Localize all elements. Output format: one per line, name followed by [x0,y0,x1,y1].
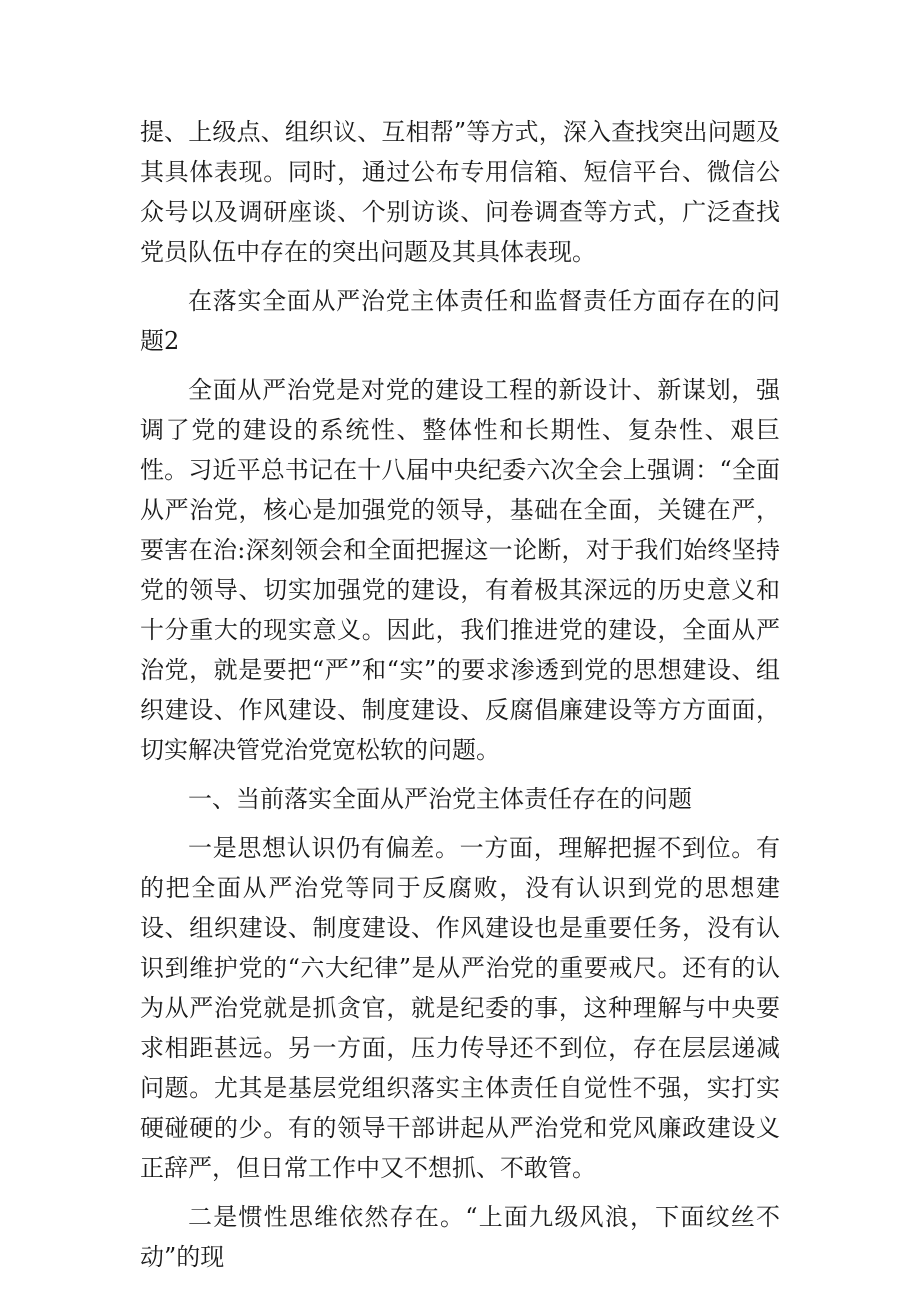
document-body [140,112,780,1286]
intro-paragraph: 全面从严治党是对党的建设工程的新设计、新谋划，强调了党的建设的系统性、整体性和长期性、复杂性、艰巨性。习近平总书记在十八届中央纪委六次全会上强调：“全面从严治党，核心是加强党的领导，基础在全面，关键在严，要害在治:深刻领会和全面把握这一论断，对于我们始终坚持党的领导、切实加强党的建设，有着极其深远的历史意义和十分重大的现实意义。因此，我们推进党的建设，全面从严治党，就是要把“严”和“实”的要求渗透到党的思想建设、组织建设、作风建设、制度建设、反腐倡廉建设等方方面面，切实解决管党治党宽松软的问题。 [140,376,780,764]
continuation-paragraph: 提、上级点、组织议、互相帮”等方式，深入查找突出问题及其具体表现。同时，通过公布专用信箱、短信平台、微信公众号以及调研座谈、个别访谈、问卷调查等方式，广泛查找党员队伍中存在的突出问题及其具体表现。 [140,118,780,266]
section-title: 在落实全面从严治党主体责任和监督责任方面存在的问题2 [140,287,780,355]
point-one-paragraph: 一是思想认识仍有偏差。一方面，理解把握不到位。有的把全面从严治党等同于反腐败，没有认识到党的思想建设、组织建设、制度建设、作风建设也是重要任务，没有认识到维护党的“六大纪律”是从严治党的重要戒尺。还有的认为从严治党就是抓贪官，就是纪委的事，这种理解与中央要求相距甚远。另一方面，压力传导还不到位，存在层层递减问题。尤其是基层党组织落实主体责任自觉性不强，实打实硬碰硬的少。有的领导干部讲起从严治党和党风廉政建设义正辞严，但日常工作中又不想抓、不敢管。 [140,834,780,1182]
section-heading: 一、当前落实全面从严治党主体责任存在的问题 [188,785,692,813]
point-two-paragraph: 二是惯性思维依然存在。“上面九级风浪，下面纹丝不动”的现 [140,1203,780,1271]
